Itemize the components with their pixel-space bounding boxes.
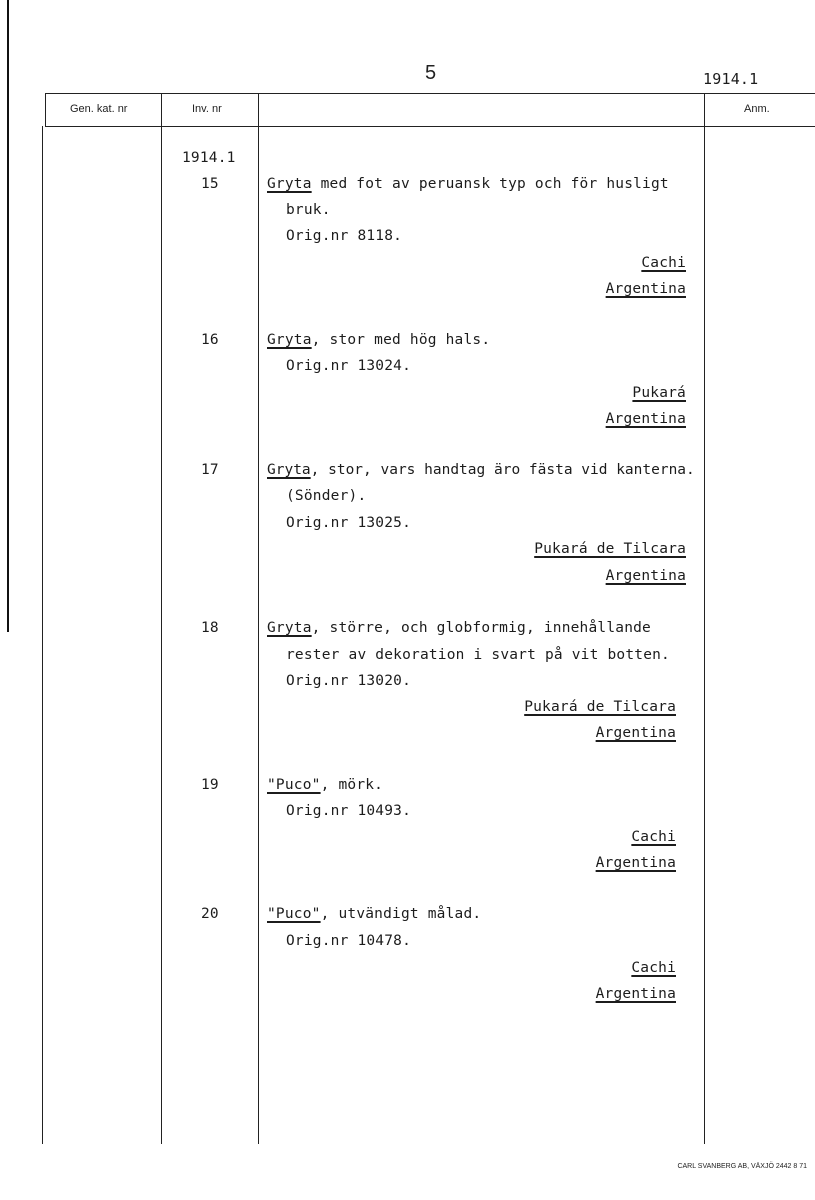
header-gen-kat-nr: Gen. kat. nr	[70, 103, 128, 115]
object-name: "Puco"	[267, 906, 321, 922]
inv-number: 16	[201, 332, 219, 348]
description-text: med fot av peruansk typ och för husligt	[311, 176, 669, 192]
description-text: , stor, vars handtag äro fästa vid kanterna.	[310, 462, 695, 478]
orig-number: Orig.nr 10493.	[286, 803, 412, 819]
inv-number: 18	[201, 620, 219, 636]
country-name: Argentina	[595, 855, 676, 871]
catalog-year: 1914.1	[703, 70, 759, 88]
page-number: 5	[425, 62, 437, 84]
object-name: "Puco"	[267, 777, 321, 793]
site-name: Pukará de Tilcara	[534, 541, 686, 557]
object-name: Gryta	[267, 176, 312, 192]
printer-imprint: CARL SVANBERG AB, VÄXJÖ 2442 8 71	[677, 1163, 807, 1170]
column-rule-left	[45, 93, 46, 126]
object-name: Gryta	[267, 462, 311, 478]
object-name: Gryta	[267, 332, 312, 348]
country-name: Argentina	[605, 568, 686, 584]
entry-description	[267, 462, 695, 478]
description-text: , stor med hög hals.	[311, 332, 491, 348]
column-rule-left-body	[42, 126, 43, 1144]
description-text: , utvändigt målad.	[320, 906, 482, 922]
country-name: Argentina	[595, 986, 676, 1002]
orig-number: Orig.nr 13020.	[286, 673, 412, 689]
entry-description	[267, 777, 383, 793]
country-name: Argentina	[605, 281, 686, 297]
description-text: , större, och globformig, innehållande	[311, 620, 651, 636]
orig-number: Orig.nr 10478.	[286, 933, 412, 949]
site-name: Cachi	[641, 255, 686, 271]
description-line-2: bruk.	[286, 202, 331, 218]
site-name: Cachi	[631, 829, 676, 845]
site-name: Pukará	[632, 385, 686, 401]
orig-number: Orig.nr 13024.	[286, 358, 412, 374]
site-name: Cachi	[631, 960, 676, 976]
entry-description	[267, 620, 651, 636]
header-inv-nr: Inv. nr	[192, 103, 222, 115]
description-line-2: (Sönder).	[286, 488, 367, 504]
entry-description	[267, 176, 669, 192]
country-name: Argentina	[605, 411, 686, 427]
country-name: Argentina	[595, 725, 676, 741]
description-line-2: rester av dekoration i svart på vit botten.	[286, 647, 670, 663]
orig-number: Orig.nr 8118.	[286, 228, 403, 244]
description-text: , mörk.	[320, 777, 384, 793]
column-rule-gen-inv	[161, 93, 162, 1144]
inv-number: 20	[201, 906, 219, 922]
site-name: Pukará de Tilcara	[524, 699, 676, 715]
entry-description	[267, 906, 481, 922]
series-label: 1914.1	[182, 150, 236, 166]
binding-line	[7, 0, 9, 632]
entry-description	[267, 332, 490, 348]
column-rule-inv-desc	[258, 93, 259, 1144]
inv-number: 19	[201, 777, 219, 793]
column-rule-desc-anm	[704, 93, 705, 1144]
inv-number: 15	[201, 176, 219, 192]
orig-number: Orig.nr 13025.	[286, 515, 412, 531]
header-anm: Anm.	[744, 103, 770, 115]
object-name: Gryta	[267, 620, 312, 636]
inv-number: 17	[201, 462, 219, 478]
